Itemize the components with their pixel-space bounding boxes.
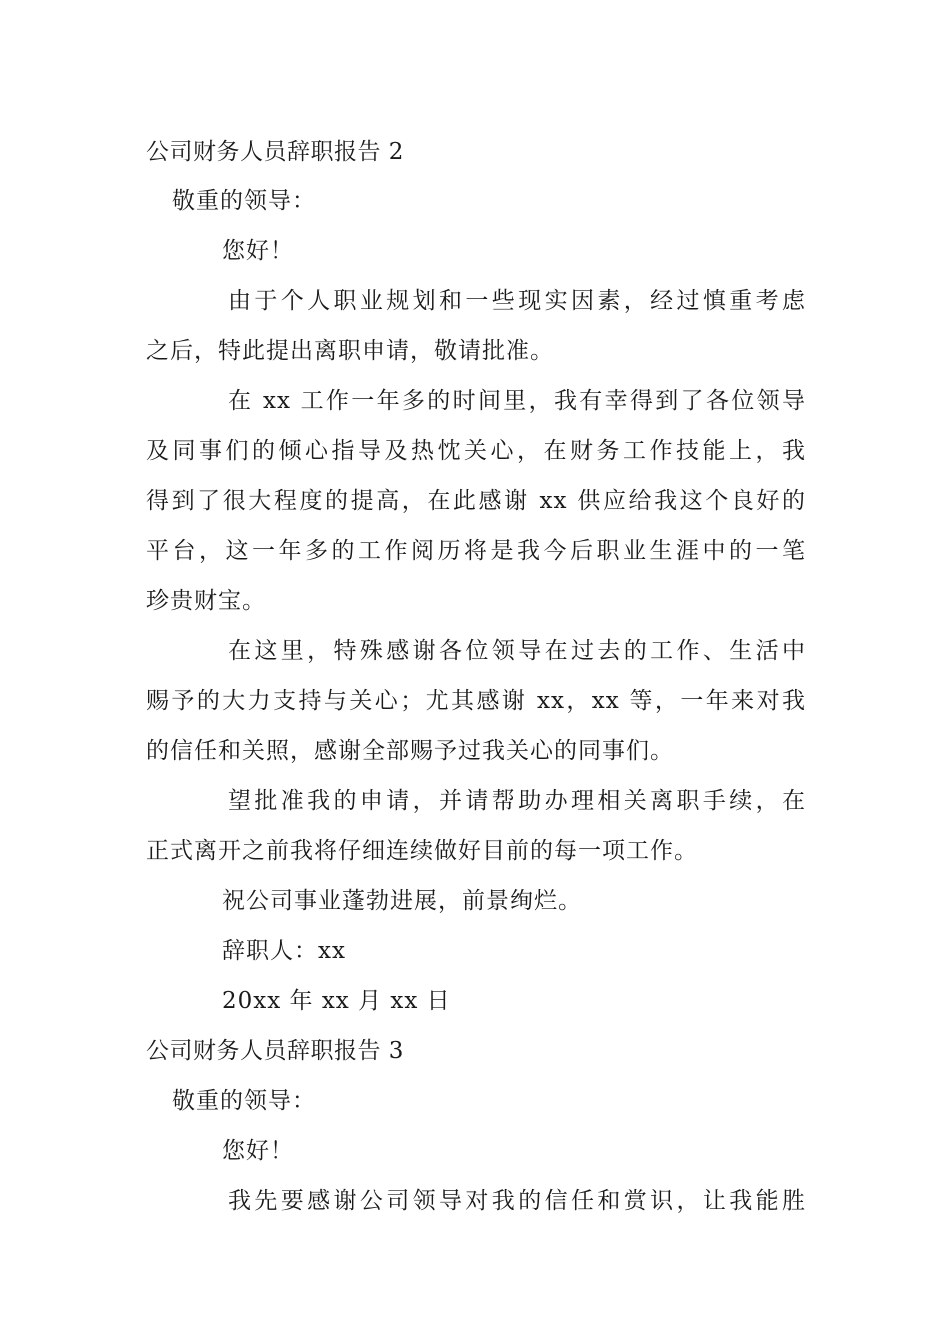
paragraph-line: 的信任和关照，感谢全部赐予过我关心的同事们。 — [146, 738, 674, 764]
greeting: 您好！ — [222, 238, 294, 264]
date-line: 20xx 年 xx 月 xx 日 — [222, 988, 451, 1014]
report-title: 公司财务人员辞职报告 2 — [146, 139, 404, 165]
paragraph-line: 之后，特此提出离职申请，敬请批准。 — [146, 338, 554, 364]
salutation: 敬重的领导： — [172, 1088, 316, 1114]
paragraph-line: 由于个人职业规划和一些现实因素，经过慎重考虑 — [228, 288, 806, 314]
paragraph-line: 赐予的大力支持与关心；尤其感谢 xx，xx 等，一年来对我 — [146, 688, 806, 714]
report-title: 公司财务人员辞职报告 3 — [146, 1038, 404, 1064]
paragraph-line: 在 xx 工作一年多的时间里，我有幸得到了各位领导 — [228, 388, 806, 414]
paragraph-line: 得到了很大程度的提高，在此感谢 xx 供应给我这个良好的 — [146, 488, 806, 514]
paragraph-line: 望批准我的申请，并请帮助办理相关离职手续，在 — [228, 788, 806, 814]
salutation: 敬重的领导： — [172, 188, 316, 214]
signer-line: 辞职人：xx — [222, 938, 346, 964]
paragraph-line: 我先要感谢公司领导对我的信任和赏识，让我能胜 — [228, 1188, 806, 1214]
paragraph-line: 在这里，特殊感谢各位领导在过去的工作、生活中 — [228, 638, 806, 664]
paragraph-line: 珍贵财宝。 — [146, 588, 266, 614]
paragraph-line: 正式离开之前我将仔细连续做好目前的每一项工作。 — [146, 838, 698, 864]
paragraph-line: 及同事们的倾心指导及热忱关心，在财务工作技能上，我 — [146, 438, 806, 464]
closing-line: 祝公司事业蓬勃进展，前景绚烂。 — [222, 888, 582, 914]
paragraph-line: 平台，这一年多的工作阅历将是我今后职业生涯中的一笔 — [146, 538, 806, 564]
greeting: 您好！ — [222, 1138, 294, 1164]
